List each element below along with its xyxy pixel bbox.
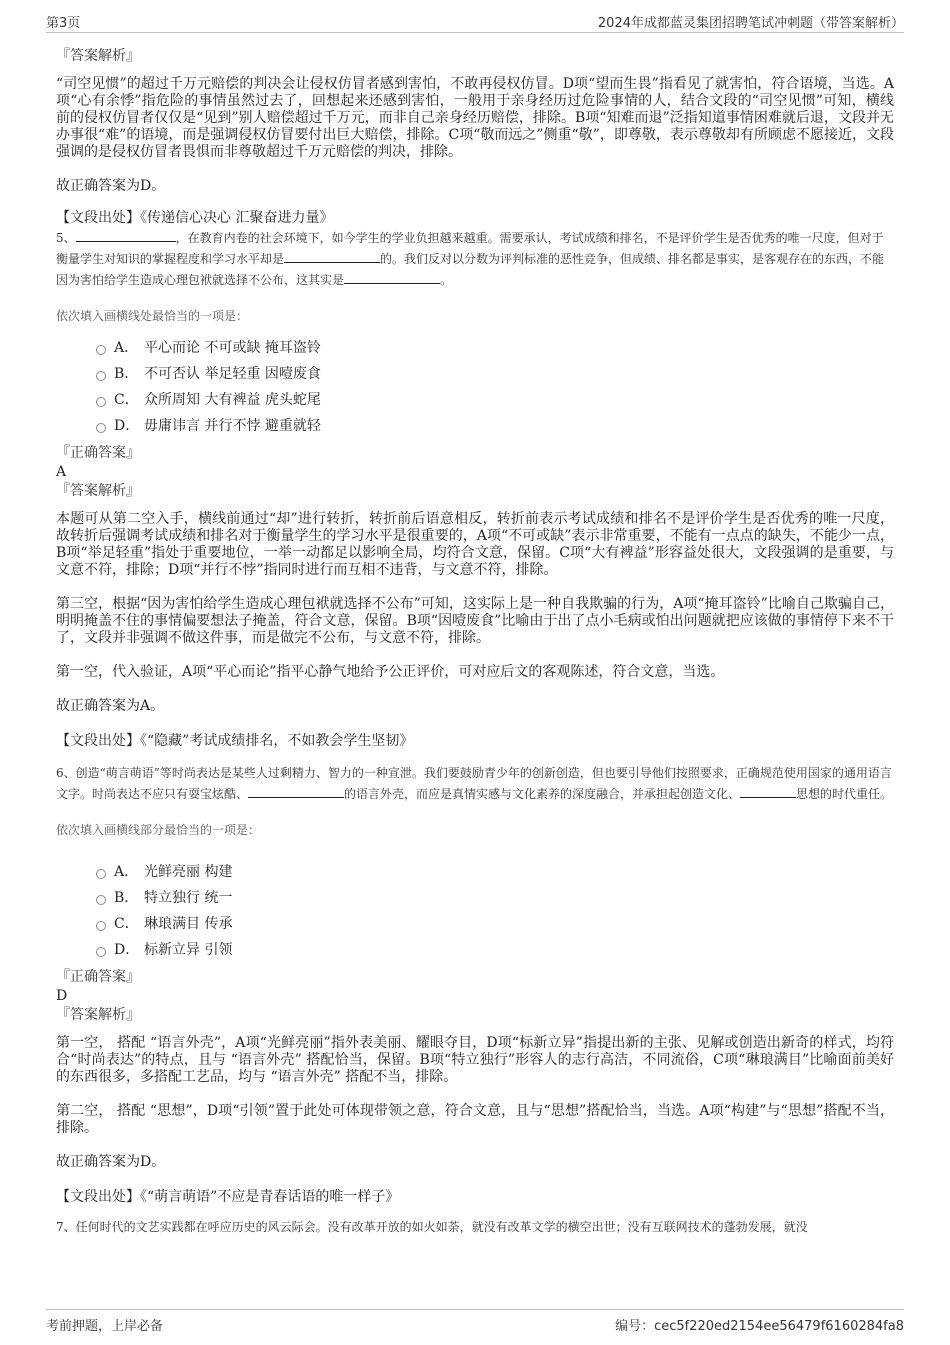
- page-footer: [46, 1309, 904, 1334]
- radio-icon[interactable]: [96, 869, 106, 879]
- analysis-paragraph: 第一空， 搭配 “语言外壳”，A项“光鲜亮丽”指外表美丽、耀眼夺目，D项“标新立异”指提出新的主张、见解或创造出新奇的样式，均符合“时尚表达”的特点，且与 “语言外壳” 搭配恰当，保留。B项“特立独行”形容人的志行高洁，不同流俗，C项“琳琅满目”比喻面前美好的东西很多，多搭配工艺品，均与 “语言外壳” 搭配不当，排除。: [56, 1035, 894, 1085]
- option-d[interactable]: D． 毋庸讳言 并行不悖 避重就轻: [56, 413, 894, 439]
- fill-blank-2: [284, 251, 380, 263]
- analysis-paragraph: 第二空， 搭配 “思想”，D项“引领”置于此处可体现带领之意，符合文意，且与“思想”搭配恰当，当选。A项“构建”与“思想”搭配不当，排除。: [56, 1103, 894, 1136]
- correct-answer: A: [56, 464, 67, 480]
- analysis-paragraph: 第一空，代入验证，A项“平心而论”指平心静气地给予公正评价，可对应后文的客观陈述，符合文意，当选。: [56, 664, 725, 680]
- question-6-text: 6、创造“萌言萌语”等时尚表达是某些人过剩精力、智力的一种宣泄。我们要鼓励青少年的创新创造，但也要引导他们按照要求，正确规范使用国家的通用语言文字。时尚表达不应只有耍宝炫酷、 的语言外壳，而应是真情实感与文化素养的深度融合，并承担起创造文化、 思想的时代重任。: [56, 766, 893, 801]
- conclusion-text: 故正确答案为D。: [56, 1154, 166, 1170]
- radio-icon[interactable]: [96, 397, 106, 407]
- analysis-label: 『答案解析』: [56, 1007, 140, 1023]
- analysis-label: 『答案解析』: [56, 48, 140, 64]
- option-a[interactable]: A． 光鲜亮丽 构建: [56, 859, 894, 885]
- source-citation: 【文段出处】《“萌言萌语”不应是青春话语的唯一样子》: [56, 1189, 400, 1205]
- analysis-label: 『答案解析』: [56, 483, 140, 499]
- q6-options: [56, 859, 894, 963]
- footer-slogan: 考前押题，上岸必备: [46, 1319, 164, 1334]
- document-id: 编号：cec5f220ed2154ee56479f6160284fa8: [615, 1319, 904, 1334]
- conclusion-text: 故正确答案为A。: [56, 698, 165, 714]
- option-b[interactable]: B． 特立独行 统一: [56, 885, 894, 911]
- question-prompt: 依次填入画横线部分最恰当的一项是：: [56, 823, 261, 837]
- page-header: [46, 12, 904, 33]
- analysis-text: “司空见惯”的超过千万元赔偿的判决会让侵权仿冒者感到害怕，不敢再侵权仿冒。D项“望而生畏”指看见了就害怕，符合语境，当选。A项“心有余悸”指危险的事情虽然过去了，回想起来还感到害怕，一般用于亲身经历过危险事情的人，结合文段的“司空见惯”可知，横线前的侵权仿冒者仅仅是“见到”别人赔偿超过千万元，而非自己亲身经历赔偿，排除。B项“知难而退”泛指知道事情困难就后退，文段并无办事很“难”的语境，而是强调侵权仿冒要付出巨大赔偿，排除。C项“敬而远之”侧重“敬”，即尊敬，表示尊敬却有所顾虑不愿接近，文段强调的是侵权仿冒者畏惧而非尊敬超过千万元赔偿的判决，排除。: [56, 76, 894, 160]
- source-citation: 【文段出处】《传递信心决心 汇聚奋进力量》: [56, 210, 334, 226]
- option-b[interactable]: B． 不可否认 举足轻重 因噎废食: [56, 361, 894, 387]
- correct-answer: D: [56, 988, 68, 1004]
- question-prompt: 依次填入画横线处最恰当的一项是：: [56, 309, 249, 323]
- option-d[interactable]: D． 标新立异 引领: [56, 937, 894, 963]
- analysis-paragraph: 本题可从第二空入手，横线前通过“却”进行转折，转折前后语意相反，转折前表示考试成绩和排名不是评价学生是否优秀的唯一尺度，故转折后强调考试成绩和排名对于衡量学生的学习水平是很重要的，A项“不可或缺”表示非常重要，不能有一点点的缺失，不能少一点，B项“举足轻重”指处于重要地位，一举一动都足以影响全局，均符合文意，保留。C项“大有裨益”形容益处很大，文段强调的是重要，与文意不符，排除；D项“并行不悖”指同时进行而互相不违背，与文意不符，排除。: [56, 511, 894, 578]
- option-a[interactable]: A． 平心而论 不可或缺 掩耳盗铃: [56, 335, 894, 361]
- option-c[interactable]: C． 琳琅满目 传承: [56, 911, 894, 937]
- question-7-text: 7、任何时代的文艺实践都在呼应历史的风云际会。没有改革开放的如火如荼，就没有改革文学的横空出世；没有互联网技术的蓬勃发展，就没: [56, 1220, 808, 1234]
- radio-icon[interactable]: [96, 947, 106, 957]
- question-number: 5、: [56, 231, 76, 245]
- conclusion-text: 故正确答案为D。: [56, 178, 166, 194]
- fill-blank-3: [344, 272, 440, 284]
- page-number: 第3页: [46, 16, 81, 31]
- analysis-paragraph: 第三空，根据“因为害怕给学生造成心理包袱就选择不公布”可知，这实际上是一种自我欺骗的行为，A项“掩耳盗铃”比喻自己欺骗自己，明明掩盖不住的事情偏要想法子掩盖，符合文意，保留。B项“因噎废食”比喻由于出了点小毛病或怕出问题就把应该做的事情停下来不干了，文段并非强调不做这件事，而是做完不公布，与文意不符，排除。: [56, 596, 894, 646]
- radio-icon[interactable]: [96, 423, 106, 433]
- question-number: 6、: [56, 766, 76, 780]
- q5-options: [56, 335, 894, 439]
- correct-answer-label: 『正确答案』: [56, 969, 140, 985]
- fill-blank-2: [740, 786, 796, 798]
- document-title: 2024年成都蓝灵集团招聘笔试冲刺题（带答案解析）: [597, 16, 904, 31]
- radio-icon[interactable]: [96, 371, 106, 381]
- option-c[interactable]: C． 众所周知 大有裨益 虎头蛇尾: [56, 387, 894, 413]
- fill-blank-1: [248, 786, 344, 798]
- radio-icon[interactable]: [96, 345, 106, 355]
- correct-answer-label: 『正确答案』: [56, 445, 140, 461]
- radio-icon[interactable]: [96, 921, 106, 931]
- page-content: [56, 46, 894, 1238]
- source-citation: 【文段出处】《“隐藏”考试成绩排名，不如教会学生坚韧》: [56, 733, 414, 749]
- fill-blank-1: [76, 230, 176, 242]
- radio-icon[interactable]: [96, 895, 106, 905]
- question-5-text: 5、 ，在教育内卷的社会环境下，如今学生的学业负担越来越重。需要承认，考试成绩和排名，不是评价学生是否优秀的唯一尺度，但对于衡量学生对知识的掌握程度和学习水平却是 的。我们反对以分数为评判标准的恶性竞争，但成绩、排名都是事实，是客观存在的东西，不能因为害怕给学生造成心理包袱就选择不公布，这其实是 。: [56, 231, 885, 287]
